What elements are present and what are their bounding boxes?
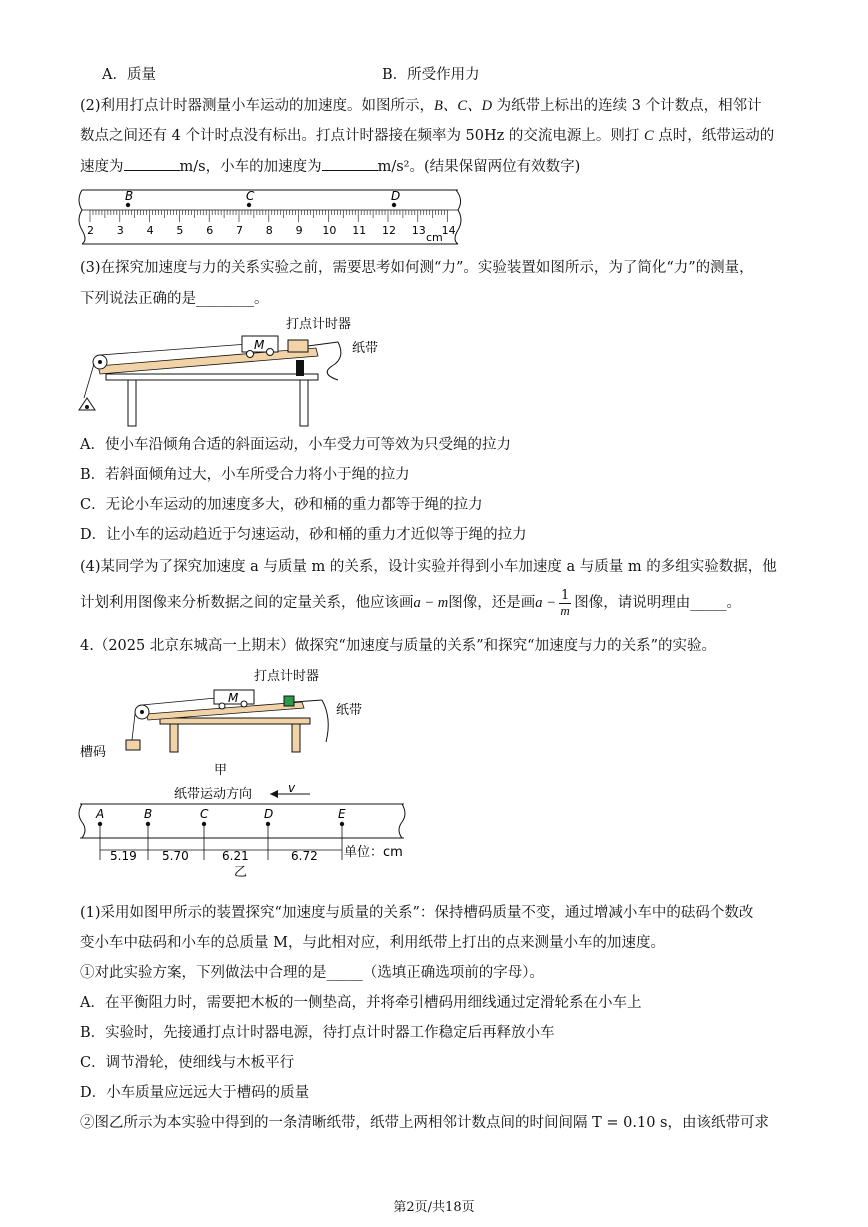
timer-label: 打点计时器 (286, 317, 352, 332)
answer-blank-velocity[interactable] (124, 155, 180, 171)
option-a-mass: A．质量 (102, 67, 156, 83)
q3-part3-line2: 下列说法正确的是________。 (80, 291, 269, 307)
fig-jia-label: 甲 (214, 763, 228, 778)
q3-part2-line1: (2)利用打点计时器测量小车运动的加速度。如图所示，B、C、D 为纸带上标出的连续 3 个计数点，相邻计 (80, 98, 762, 114)
ruler-label: 11 (352, 224, 367, 237)
tape-dot (392, 203, 396, 207)
q3-part2-line2: 数点之间还有 4 个计时点没有标出。打点计时器接在频率为 50Hz 的交流电源上。则打 C 点时，纸带运动的 (80, 128, 775, 144)
q3-part3-option-c: C．无论小车运动的加速度多大，砂和桶的重力都等于绳的拉力 (80, 497, 483, 513)
distance-label: 6.72 (291, 849, 318, 863)
ruler-label: 12 (382, 224, 396, 237)
tape-label: 纸带 (352, 341, 379, 356)
weight-label: 槽码 (80, 745, 107, 760)
cart-label: M (254, 338, 265, 352)
tape-dot (126, 203, 130, 207)
velocity-label: v (288, 781, 296, 795)
answer-blank-acceleration[interactable] (322, 155, 378, 171)
q4-title: 4.（2025 北京东城高一上期末）做探究“加速度与质量的关系”和探究“加速度与力的关系”的实验。 (80, 638, 716, 654)
q4-option-c: C．调节滑轮，使细线与木板平行 (80, 1055, 295, 1071)
tape-point-label: C (200, 807, 209, 821)
q4-option-d: D．小车质量应远远大于槽码的质量 (80, 1085, 310, 1101)
q4-part1-line1: (1)采用如图甲所示的装置探究“加速度与质量的关系”：保持槽码质量不变，通过增减小车中的砝码个数改 (80, 905, 754, 921)
q4-part1-line2: 变小车中砝码和小车的总质量 M，与此相对应，利用纸带上打出的点来测量小车的加速度。 (80, 935, 665, 951)
q4-part1-sub: ①对此实验方案，下列做法中合理的是_____（选填正确选项前的字母）。 (80, 965, 544, 981)
q3-part4-line2: 计划利用图像来分析数据之间的定量关系，他应该画a − m图像，还是画a − $\frac{1}{m}$ 图像，请说明理由_____。 (80, 587, 741, 618)
tape-dot (247, 203, 251, 207)
ruler-label: 6 (206, 224, 214, 237)
cart2-label: M (228, 691, 239, 705)
ruler-label: 8 (265, 224, 273, 237)
tape-point-label: B (144, 807, 153, 821)
tape-figure (74, 780, 414, 880)
apparatus-figure-2 (76, 662, 376, 780)
distance-label: 5.19 (110, 849, 137, 863)
point-label: D (391, 189, 401, 203)
ruler-label: 10 (322, 224, 337, 237)
q3-part3-option-a: A．使小车沿倾角合适的斜面运动，小车受力可等效为只受绳的拉力 (80, 437, 511, 453)
tape2-label: 纸带 (336, 703, 363, 718)
fraction-one-over-m: $\frac{1}{m}$ (560, 587, 570, 618)
ruler-label: 5 (176, 224, 184, 237)
page-footer: 第2页/共18页 (393, 1200, 475, 1215)
q3-part3-option-b: B．若斜面倾角过大，小车所受合力将小于绳的拉力 (80, 467, 410, 483)
apparatus-figure-1 (76, 314, 396, 432)
ruler-unit: cm (426, 231, 443, 244)
fig-yi-label: 乙 (234, 865, 248, 880)
ruler-label: 9 (295, 224, 303, 237)
point-label: C (246, 189, 255, 203)
ruler-label: 13 (411, 224, 426, 237)
tape-direction-label: 纸带运动方向 (174, 787, 253, 802)
q3-part4-line1: (4)某同学为了探究加速度 a 与质量 m 的关系，设计实验并得到小车加速度 a 与质量 m 的多组实验数据，他 (80, 559, 777, 575)
tape-unit: 单位：cm (344, 845, 403, 860)
q3-part2-line3: 速度为 m/s，小车的加速度为 m/s²。(结果保留两位有效数字) (80, 155, 580, 178)
ruler-label: 7 (236, 224, 243, 237)
ruler-figure (76, 186, 468, 248)
q4-option-b: B．实验时，先接通打点计时器电源，待打点计时器工作稳定后再释放小车 (80, 1025, 555, 1041)
ruler-label: 14 (441, 224, 456, 237)
tape-point-label: D (264, 807, 274, 821)
q4-part2-line: ②图乙所示为本实验中得到的一条清晰纸带，纸带上两相邻计数点间的时间间隔 T = 0.10 s，由该纸带可求 (80, 1115, 769, 1131)
q4-option-a: A．在平衡阻力时，需要把木板的一侧垫高，并将牵引槽码用细线通过定滑轮系在小车上 (80, 995, 642, 1011)
ruler-label: 2 (87, 224, 94, 237)
tape-point-label: A (96, 807, 105, 821)
tape-point-label: E (338, 807, 346, 821)
option-b-force: B．所受作用力 (382, 67, 480, 83)
ruler-label: 4 (146, 224, 154, 237)
distance-label: 6.21 (222, 849, 249, 863)
ruler-label: 3 (116, 224, 124, 237)
timer2-label: 打点计时器 (254, 669, 320, 684)
q3-part3-line1: (3)在探究加速度与力的关系实验之前，需要思考如何测“力”。实验装置如图所示，为了简化“力”的测量， (80, 260, 754, 276)
distance-label: 5.70 (162, 849, 189, 863)
q3-part3-option-d: D．让小车的运动趋近于匀速运动，砂和桶的重力才近似等于绳的拉力 (80, 527, 527, 543)
point-label: B (125, 189, 134, 203)
